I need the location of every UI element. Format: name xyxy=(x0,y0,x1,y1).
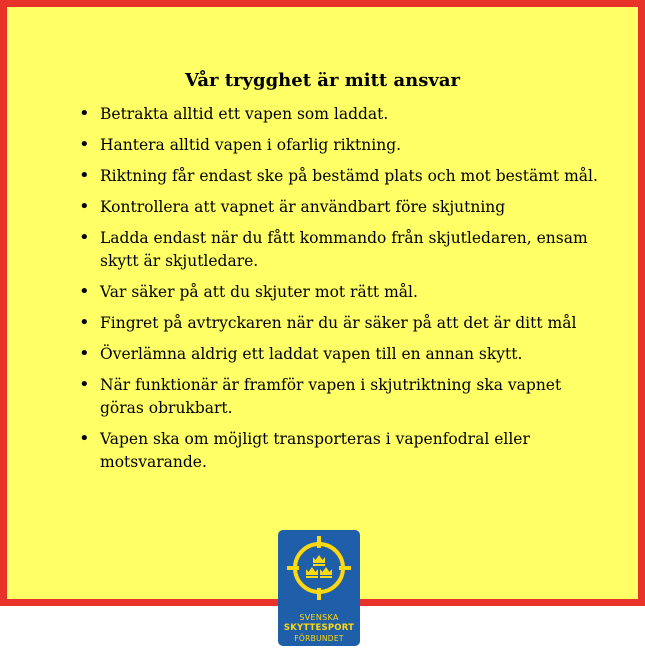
logo-text-line2: SKYTTESPORT xyxy=(283,623,355,633)
poster-title: Vår trygghet är mitt ansvar xyxy=(185,70,460,91)
rule-item: • Var säker på att du skjuter mot rätt mål. xyxy=(79,281,599,304)
crosshair-three-crowns-icon xyxy=(278,530,360,614)
safety-rules-list xyxy=(79,103,599,482)
logo-text-line1: SVENSKA xyxy=(299,613,339,622)
rule-item: • Kontrollera att vapnet är användbart före skjutning xyxy=(79,196,599,219)
rule-item: • Fingret på avtryckaren när du är säker på att det är ditt mål xyxy=(79,312,599,335)
rule-item: • Riktning får endast ske på bestämd plats och mot bestämt mål. xyxy=(79,165,599,188)
rule-item: • Ladda endast när du fått kommando från skjutledaren, ensam skytt är skjutledare. xyxy=(79,227,599,273)
rule-item: • Betrakta alltid ett vapen som laddat. xyxy=(79,103,599,126)
logo-text-line3: FÖRBUNDET xyxy=(294,634,344,643)
rule-item: • Hantera alltid vapen i ofarlig riktning. xyxy=(79,134,599,157)
rule-item: • Vapen ska om möjligt transporteras i vapenfodral eller motsvarande. xyxy=(79,428,599,474)
rule-item: • Överlämna aldrig ett laddat vapen till en annan skytt. xyxy=(79,343,599,366)
skyttesport-logo xyxy=(278,530,360,646)
rule-item: • När funktionär är framför vapen i skjutriktning ska vapnet göras obrukbart. xyxy=(79,374,599,420)
